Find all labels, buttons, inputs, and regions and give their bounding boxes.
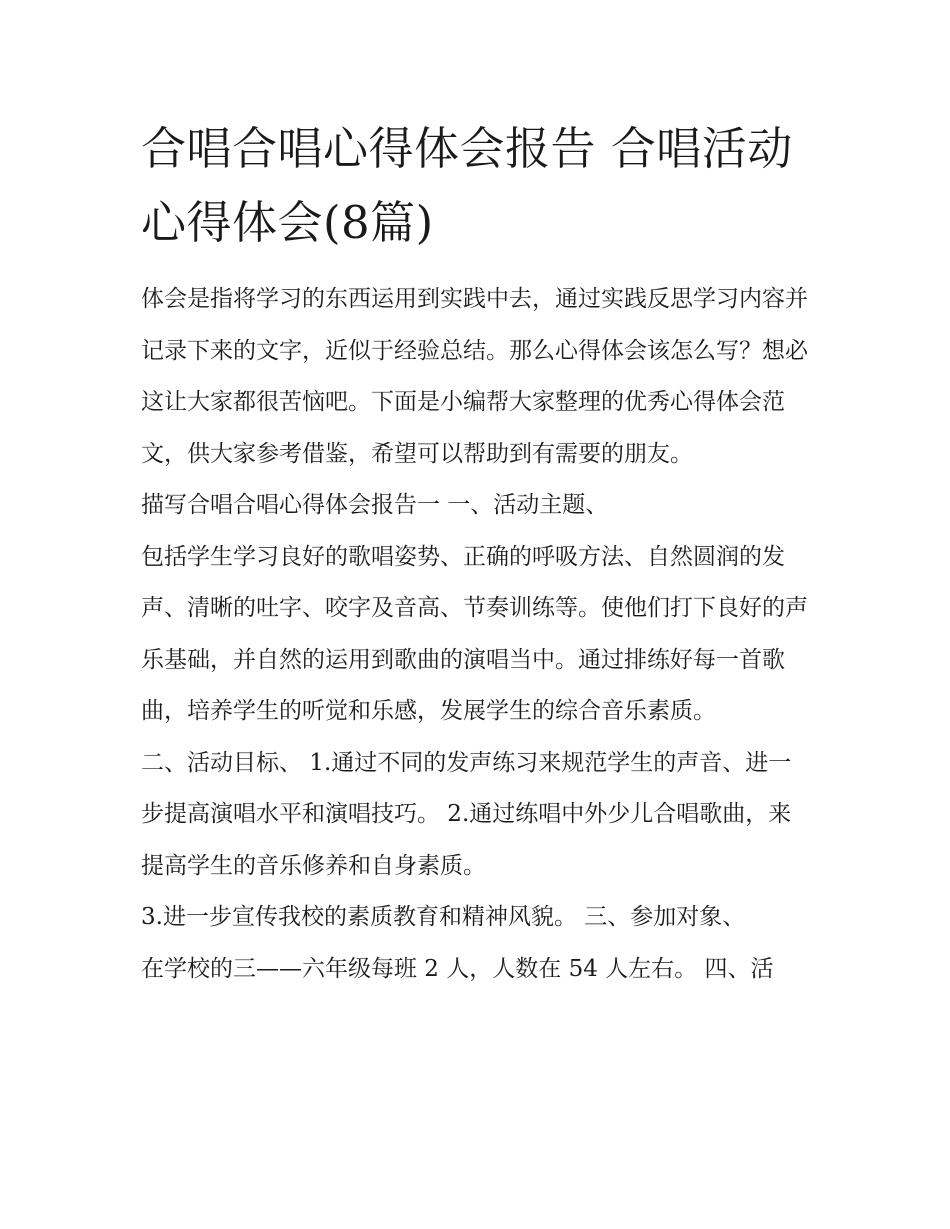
document-body: [141, 274, 813, 995]
participants-paragraph: 在学校的三——六年级每班 2 人，人数在 54 人左右。 四、活: [141, 955, 774, 982]
document-page: [141, 112, 813, 995]
activity-content-paragraph: 包括学生学习良好的歌唱姿势、正确的呼吸方法、自然圆润的发声、清晰的吐字、咬字及音高、节奏训练等。使他们打下良好的声乐基础，并自然的运用到歌曲的演唱当中。通过排练好每一首歌曲，培养学生的听觉和乐感，发展学生的综合音乐素质。: [141, 543, 808, 724]
activity-goals-paragraph: 二、活动目标、 1.通过不同的发声练习来规范学生的声音、进一步提高演唱水平和演唱技巧。 2.通过练唱中外少儿合唱歌曲，来提高学生的音乐修养和自身素质。: [141, 749, 792, 879]
intro-paragraph: 体会是指将学习的东西运用到实践中去，通过实践反思学习内容并记录下来的文字，近似于经验总结。那么心得体会该怎么写？想必这让大家都很苦恼吧。下面是小编帮大家整理的优秀心得体会范文，供大家参考借鉴，希望可以帮助到有需要的朋友。: [141, 286, 808, 467]
section-heading-paragraph: 描写合唱合唱心得体会报告一 一、活动主题、: [141, 492, 609, 518]
document-title: 合唱合唱心得体会报告 合唱活动心得体会(8篇): [141, 122, 793, 249]
participants-heading-paragraph: 3.进一步宣传我校的素质教育和精神风貌。 三、参加对象、: [141, 904, 746, 930]
